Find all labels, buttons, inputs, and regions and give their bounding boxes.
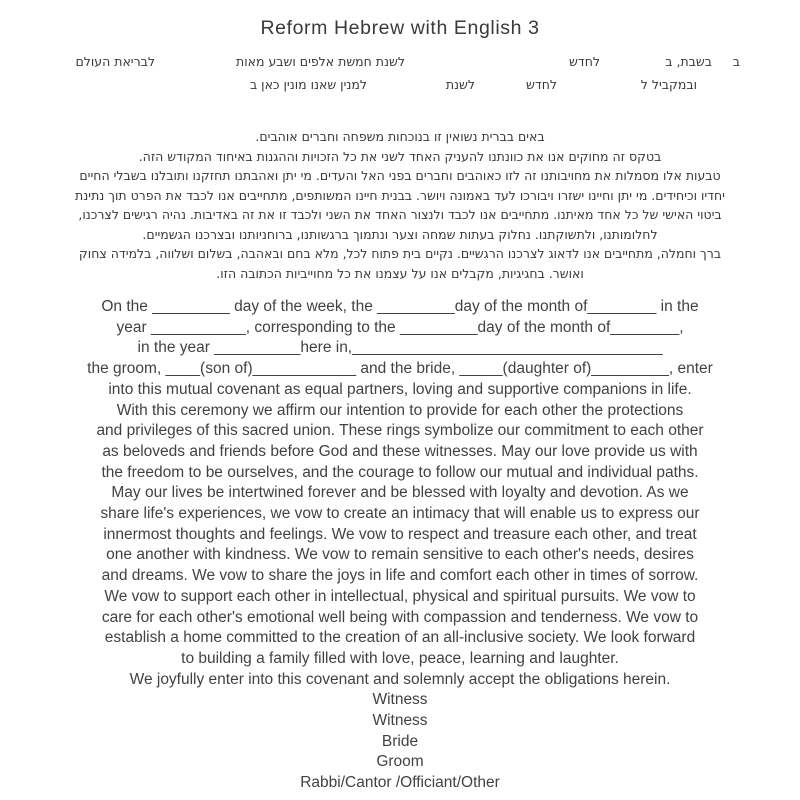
hebrew-in-the-year-label: לשנת	[445, 77, 475, 92]
hebrew-paragraph-line: לחלומותנו, ולתשוקתנו. נחלוק בעתות שמחה וצער ונתמוך ברגשותנו, ברוחניותנו ובצרכנו הגשמיים.	[142, 226, 658, 242]
english-line: We joyfully enter into this covenant and solemnly accept the obligations herein.	[129, 670, 671, 688]
signature-label-witness-1: Witness	[372, 691, 428, 709]
english-covenant-text	[0, 297, 800, 794]
hebrew-corresponding-to-label: ובמקביל ל	[640, 77, 697, 92]
hebrew-paragraph-line: ביטוי האישי של כל אחד מאיתנו. מתחייבים אנו לכבד ולנצור האחד את השני ולכבד זו את זה באדיבות. נהיה רגישים לצרכנו,	[78, 207, 722, 222]
signature-label-groom: Groom	[376, 753, 424, 771]
english-line: and dreams. We vow to share the joys in life and comfort each other in times of sorrow.	[101, 567, 699, 585]
english-line: one another with kindness. We vow to remain sensitive to each other's needs, desires	[106, 546, 694, 564]
signature-label-witness-2: Witness	[372, 712, 428, 730]
hebrew-paragraph-line: באים בברית נשואין זו בנוכחות משפחה וחברים אוהבים.	[255, 129, 545, 144]
hebrew-date-line-1	[0, 54, 800, 74]
english-line: and privileges of this sacred union. These rings symbolize our commitment to each other	[96, 422, 704, 440]
english-line: With this ceremony we affirm our intention to provide for each other the protections	[116, 401, 684, 419]
hebrew-of-the-week-label: בשבת, ב	[665, 54, 712, 69]
hebrew-paragraph-line: ואושר. בחגיגיות, מקבלים אנו על עצמנו את כל מחוייביות הכתובה הזו.	[216, 265, 584, 281]
english-line: share life's experiences, we vow to create an intimacy that will enable us to express our	[100, 505, 700, 523]
hebrew-paragraph-line: ברך וחמלה, מתחייבים אנו לדאוג לצרכנו הרגשיים. נקיים בית פתוח לכל, מלא בחם ובאהבה, בשלום ושלווה, בלמידה צחוק	[78, 246, 722, 261]
hebrew-paragraph-line: בטקס זה מחוקים אנו את כוונתנו להעניק האחד לשני את כל הזכויות וההגנות באיחוד המקודש הזה.	[138, 148, 662, 164]
english-line: the freedom to be ourselves, and the courage to follow our mutual and individual paths.	[101, 463, 699, 481]
hebrew-day-of-week-prefix: ב	[732, 54, 740, 69]
english-line: to building a family filled with love, peace, learning and laughter.	[181, 649, 619, 667]
english-line: We vow to support each other in intellectual, physical and spiritual pursuits. We vow to	[104, 587, 696, 605]
english-line-date-week: On the _________ day of the week, the _________day of the month of________ in the	[101, 298, 699, 315]
english-line-year: year ___________, corresponding to the _________day of the month of________,	[116, 318, 684, 336]
hebrew-year-five-thousand-label: לשנת חמשת אלפים ושבע מאות	[236, 54, 405, 69]
hebrew-of-the-month-label: לחדש	[569, 54, 600, 69]
hebrew-of-the-month-label-2: לחדש	[526, 77, 557, 92]
english-line: into this mutual covenant as equal partners, loving and supportive companions in life.	[108, 380, 692, 398]
english-line: care for each other's emotional well being with compassion and tenderness. We vow to	[101, 608, 699, 626]
page-title: Reform Hebrew with English 3	[260, 17, 540, 39]
hebrew-creation-of-world-label: לבריאת העולם	[75, 54, 155, 69]
english-line-here-in: in the year __________here in,____________________________________	[137, 339, 663, 357]
english-line: establish a home committed to the creation of an all-inclusive society. We look forward	[104, 629, 696, 647]
signature-label-bride: Bride	[381, 732, 419, 750]
english-line: May our lives be intertwined forever and be blessed with loyalty and devotion. As we	[111, 484, 689, 502]
english-line-groom-bride: the groom, ____(son of)____________ and the bride, _____(daughter of)_________, enter	[87, 360, 713, 378]
hebrew-paragraph-line: טבעות אלו מסמלות את מחויבותנו זה לזו כאוהבים וחברים בפני האל והעדים. מי יתן ואהבתנו תחזקנו ותובלנו בשבלי החיים	[79, 168, 721, 183]
hebrew-paragraph	[0, 127, 800, 283]
hebrew-count-here-in-label: למנין שאנו מונין כאן ב	[249, 77, 367, 92]
english-line: innermost thoughts and feelings. We vow to respect and treasure each other, and treat	[103, 525, 697, 543]
hebrew-date-line-2	[0, 77, 800, 97]
signature-label-officiant: Rabbi/Cantor /Officiant/Other	[300, 774, 500, 792]
english-line: as beloveds and friends before God and these witnesses. May our love provide us with	[102, 442, 698, 460]
hebrew-paragraph-line: יחדיו וכיחידים. מי יתן וחיינו ישזרו ויבורכו לעד באמונה ויושר. בבנית חיינו המשותפים, מתחייבים אנו לכבד את הפרט תוך נתינת	[75, 187, 725, 203]
